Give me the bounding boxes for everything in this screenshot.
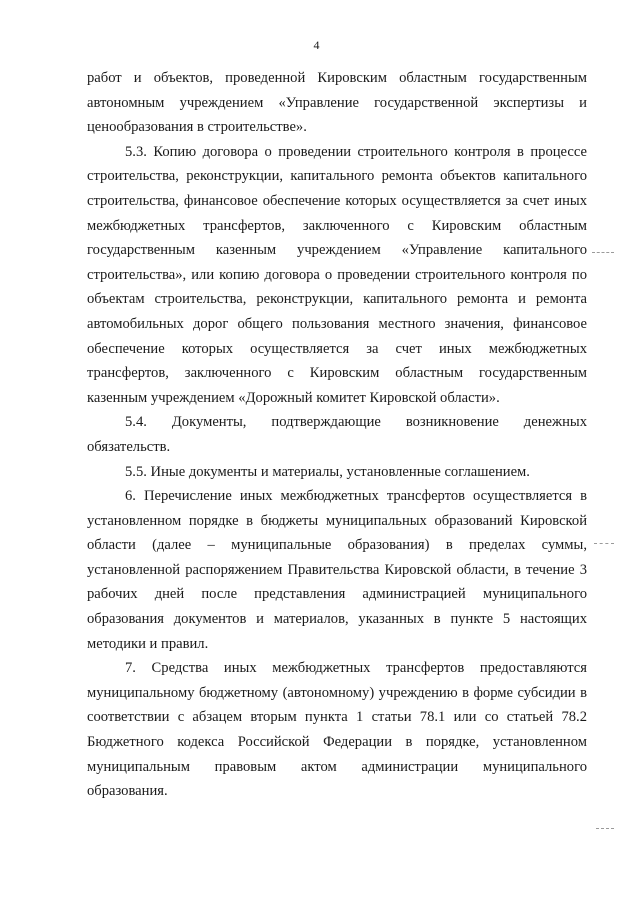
paragraph-6: 6. Перечисление иных межбюджетных трансфертов осуществляется в установленном порядке в бюджеты муниципальных образований Кировской области (далее – муниципальные образования) в пределах суммы, установленной распоряжением Правительства Кировской области, в течение 3 рабочих дней после представления администрацией муниципального образования документов и материалов, указанных в пункте 5 настоящих методики и правил. [87,488,587,652]
paragraph-7: 7. Средства иных межбюджетных трансфертов предоставляются муниципальному бюджетному (автономному) учреждению в форме субсидии в соответствии с абзацем вторым пункта 1 статьи 78.1 или со статьей 78.2 Бюджетного кодекса Российской Федерации в порядке, установленном муниципальным правовым актом администрации муниципального образования. [87,660,587,800]
page-number: 4 [313,38,320,52]
margin-scan-mark [592,252,614,253]
paragraph-5-4: 5.4. Документы, подтверждающие возникновение денежных обязательств. [87,414,587,455]
paragraph-5-3: 5.3. Копию договора о проведении строительного контроля в процессе строительства, реконструкции, капитального ремонта объектов капитального строительства, финансовое обеспечение которых осуществляется за счет иных межбюджетных трансфертов, заключенного с Кировским областным государственным казенным учреждением «Управление капитального строительства», или копию договора о проведении строительного контроля по объектам строительства, реконструкции, капитального ремонта и ремонта автомобильных дорог общего пользования местного значения, финансовое обеспечение которых осуществляется за счет иных межбюджетных трансфертов, заключенного с Кировским областным государственным казенным учреждением «Дорожный комитет Кировской области». [87,143,587,406]
paragraph-continuation: работ и объектов, проведенной Кировским областным государственным автономным учреждением «Управление государственной экспертизы и ценообразования в строительстве». [87,70,587,136]
document-body [87,66,587,804]
margin-scan-mark [594,543,614,544]
margin-scan-mark [596,828,614,829]
paragraph-5-5: 5.5. Иные документы и материалы, установленные соглашением. [125,463,530,480]
